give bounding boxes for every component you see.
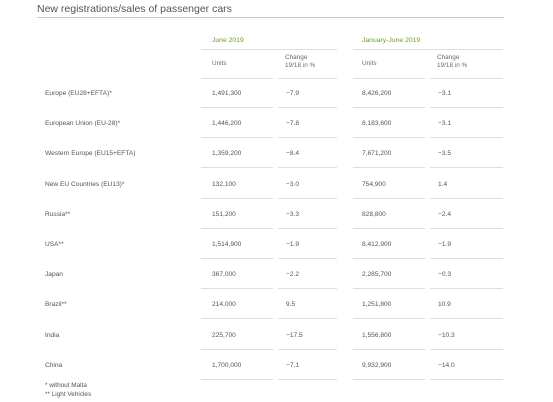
row-rule <box>353 288 425 289</box>
table-cell: 1,700,000 <box>212 361 242 369</box>
row-rule <box>278 258 337 259</box>
table-cell: 225,700 <box>212 331 236 339</box>
units-header-june: Units <box>212 60 227 67</box>
row-rule <box>278 379 337 380</box>
table-cell: −10.3 <box>438 331 455 339</box>
row-rule <box>201 288 273 289</box>
table-cell: −0.3 <box>438 271 452 279</box>
row-label: Brazil** <box>45 301 67 309</box>
table-cell: 1.4 <box>438 180 448 188</box>
row-rule <box>278 288 337 289</box>
footnote-2: ** Light Vehicles <box>45 391 92 398</box>
row-rule <box>353 258 425 259</box>
row-rule <box>430 137 503 138</box>
row-rule <box>278 198 337 199</box>
row-rule <box>430 379 503 380</box>
row-rule <box>430 318 503 319</box>
row-rule <box>353 107 425 108</box>
row-rule <box>201 318 273 319</box>
row-rule <box>201 258 273 259</box>
row-rule <box>430 288 503 289</box>
table-cell: −2.4 <box>438 210 452 218</box>
row-rule <box>353 228 425 229</box>
table-cell: 132,100 <box>212 180 236 188</box>
row-rule <box>201 349 273 350</box>
change-header-june-line2: 19/18 in % <box>285 62 316 69</box>
group-header-ytd: January-June 2019 <box>362 37 421 44</box>
table-cell: −2.2 <box>286 271 300 279</box>
change-header-june <box>285 54 315 70</box>
table-cell: −1.9 <box>286 241 300 248</box>
row-rule <box>353 198 425 199</box>
table-cell: 828,800 <box>362 210 386 218</box>
row-rule <box>278 318 337 319</box>
change-header-ytd <box>437 54 467 70</box>
row-rule <box>201 198 273 199</box>
table-cell: −3.0 <box>286 180 300 188</box>
table-cell: −3.1 <box>438 90 452 97</box>
units-header-ytd: Units <box>362 60 377 67</box>
row-rule <box>353 379 425 380</box>
row-rule <box>201 228 273 229</box>
table-cell: −3.3 <box>286 210 300 218</box>
row-rule <box>353 318 425 319</box>
table-cell: 1,359,200 <box>212 150 242 158</box>
row-label: New EU Countries (EU13)* <box>45 180 125 188</box>
row-rule <box>278 107 337 108</box>
table-cell: −7.9 <box>286 90 300 97</box>
row-rule <box>353 349 425 350</box>
header-rule <box>278 78 337 79</box>
row-rule <box>201 379 273 380</box>
table-cell: 151,200 <box>212 210 236 218</box>
group-header-june: June 2019 <box>212 37 244 44</box>
table-title: New registrations/sales of passenger cars <box>37 3 232 15</box>
row-rule <box>353 167 425 168</box>
row-rule <box>278 228 337 229</box>
row-rule <box>430 258 503 259</box>
row-label: China <box>45 361 63 369</box>
row-label: European Union (EU-28)* <box>45 120 121 128</box>
row-rule <box>430 167 503 168</box>
table-cell: 367,000 <box>212 271 236 279</box>
change-header-ytd-line2: 19/18 in % <box>437 62 468 69</box>
header-rule <box>430 78 503 79</box>
table-cell: 10.9 <box>438 301 451 309</box>
table-cell: 8,426,200 <box>362 90 392 97</box>
row-rule <box>278 137 337 138</box>
table-cell: 9.5 <box>286 301 296 309</box>
table-cell: −7.1 <box>286 361 300 369</box>
row-rule <box>278 349 337 350</box>
row-label: USA** <box>45 241 64 248</box>
row-rule <box>430 228 503 229</box>
table-cell: 1,556,800 <box>362 331 392 339</box>
table-cell: 7,671,200 <box>362 150 392 158</box>
table-cell: −1.9 <box>438 241 452 248</box>
table-cell: 1,514,900 <box>212 241 242 248</box>
group-rule-ytd <box>353 49 503 50</box>
header-rule <box>353 78 425 79</box>
row-label: Russia** <box>45 210 71 218</box>
row-rule <box>201 107 273 108</box>
table-cell: −3.5 <box>438 150 452 158</box>
table-cell: 9,932,900 <box>362 361 392 369</box>
row-label: Europe (EU28+EFTA)* <box>45 90 112 97</box>
header-rule <box>201 78 273 79</box>
change-header-june-line1: Change <box>285 54 308 61</box>
row-label: Japan <box>45 271 63 279</box>
row-rule <box>430 198 503 199</box>
row-rule <box>278 167 337 168</box>
footnote-1: * without Malta <box>45 382 87 389</box>
table-cell: 2,285,700 <box>362 271 392 279</box>
row-rule <box>430 349 503 350</box>
table-cell: −17.5 <box>286 331 303 339</box>
table-cell: −3.1 <box>438 120 452 128</box>
group-rule-june <box>201 49 337 50</box>
row-rule <box>353 137 425 138</box>
table-cell: 214,000 <box>212 301 236 309</box>
row-rule <box>201 167 273 168</box>
table-cell: 8,183,600 <box>362 120 392 128</box>
title-divider <box>37 17 504 18</box>
row-rule <box>201 137 273 138</box>
row-label: Western Europe (EU15+EFTA) <box>45 150 136 158</box>
row-label: India <box>45 331 60 339</box>
row-rule <box>430 107 503 108</box>
table-cell: 8,412,900 <box>362 241 392 248</box>
table-cell: −8.4 <box>286 150 300 158</box>
table-cell: 1,491,300 <box>212 90 242 97</box>
table-cell: −7.8 <box>286 120 300 128</box>
table-cell: 1,446,200 <box>212 120 242 128</box>
change-header-ytd-line1: Change <box>437 54 460 61</box>
table-cell: −14.0 <box>438 361 455 369</box>
table-cell: 1,251,800 <box>362 301 392 309</box>
table-cell: 754,900 <box>362 180 386 188</box>
